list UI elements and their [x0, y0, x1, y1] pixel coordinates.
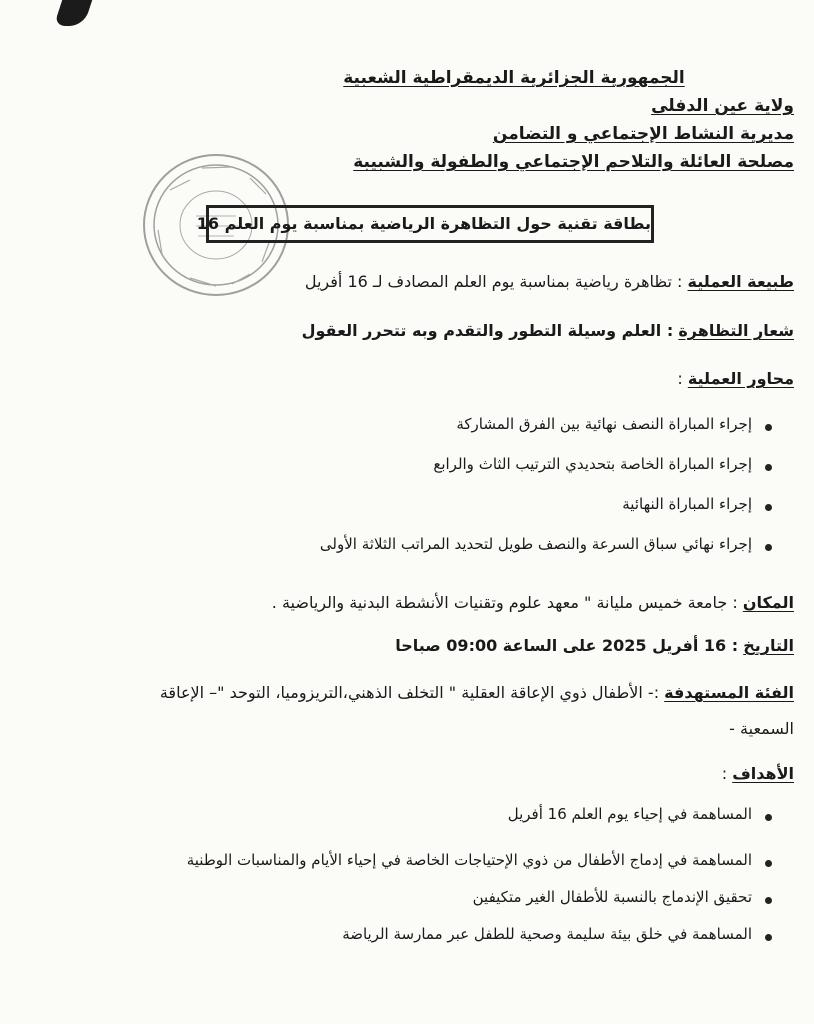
list-item: إجراء نهائي سباق السرعة والنصف طويل لتحديد المراتب الثلاثة الأولى — [320, 535, 772, 553]
service-name: مصلحة العائلة والتلاحم الإجتماعي والطفولة والشبيبة — [353, 152, 794, 172]
nature-label: طبيعة العملية — [687, 272, 794, 291]
scan-mark — [54, 0, 92, 26]
list-item: تحقيق الإندماج بالنسبة للأطفال الغير متكيفين — [187, 888, 772, 906]
target-value: :- الأطفال ذوي الإعاقة العقلية " التخلف الذهني،التريزوميا، التوحد "– الإعاقة — [159, 683, 660, 702]
target-field — [160, 683, 794, 702]
letterhead — [234, 64, 794, 176]
list-item: المساهمة في إدماج الأطفال من ذوي الإحتياجات الخاصة في إحياء الأيام والمناسبات الوطنية — [187, 851, 772, 869]
document-title: بطاقة تقنية حول التظاهرة الرياضية بمناسبة يوم العلم 16 — [206, 205, 654, 243]
republic-name: الجمهورية الجزائرية الديمقراطية الشعبية — [343, 68, 685, 88]
place-label: المكان — [742, 593, 794, 612]
place-field — [272, 593, 794, 612]
slogan-value: : العلم وسيلة التطور والتقدم وبه تتحرر العقول — [301, 321, 674, 340]
list-item: إجراء المباراة الخاصة بتحديدي الترتيب الثاث والرابع — [320, 455, 772, 473]
nature-field — [305, 272, 794, 291]
axes-suffix: : — [677, 369, 683, 388]
axes-heading — [677, 369, 794, 388]
date-field — [395, 636, 794, 655]
target-value-continued: السمعية - — [729, 719, 794, 738]
list-item: المساهمة في إحياء يوم العلم 16 أفريل — [187, 805, 772, 823]
directorate-name: مديرية النشاط الإجتماعي و التضامن — [492, 124, 794, 144]
list-item: إجراء المباراة النهائية — [320, 495, 772, 513]
slogan-field — [302, 321, 794, 340]
slogan-label: شعار التظاهرة — [678, 321, 794, 340]
nature-value: : تظاهرة رياضية بمناسبة يوم العلم المصادف لـ 16 أفريل — [304, 272, 683, 291]
date-value: : 16 أفريل 2025 على الساعة 09:00 صباحا — [395, 636, 739, 655]
date-label: التاريخ — [743, 636, 794, 655]
list-item: إجراء المباراة النصف نهائية بين الفرق المشاركة — [320, 415, 772, 433]
wilaya-name: ولاية عين الدفلى — [651, 96, 794, 116]
axes-list — [320, 415, 772, 553]
goals-list — [187, 805, 772, 943]
place-value: : جامعة خميس مليانة " معهد علوم وتقنيات الأنشطة البدنية والرياضية . — [271, 593, 738, 612]
target-label: الفئة المستهدفة — [664, 683, 794, 702]
target-field-continued — [729, 719, 794, 738]
goals-heading — [722, 764, 794, 783]
list-item: المساهمة في خلق بيئة سليمة وصحية للطفل عبر ممارسة الرياضة — [187, 925, 772, 943]
goals-suffix: : — [721, 764, 728, 783]
axes-label: محاور العملية — [687, 369, 794, 388]
goals-label: الأهداف — [732, 764, 794, 783]
